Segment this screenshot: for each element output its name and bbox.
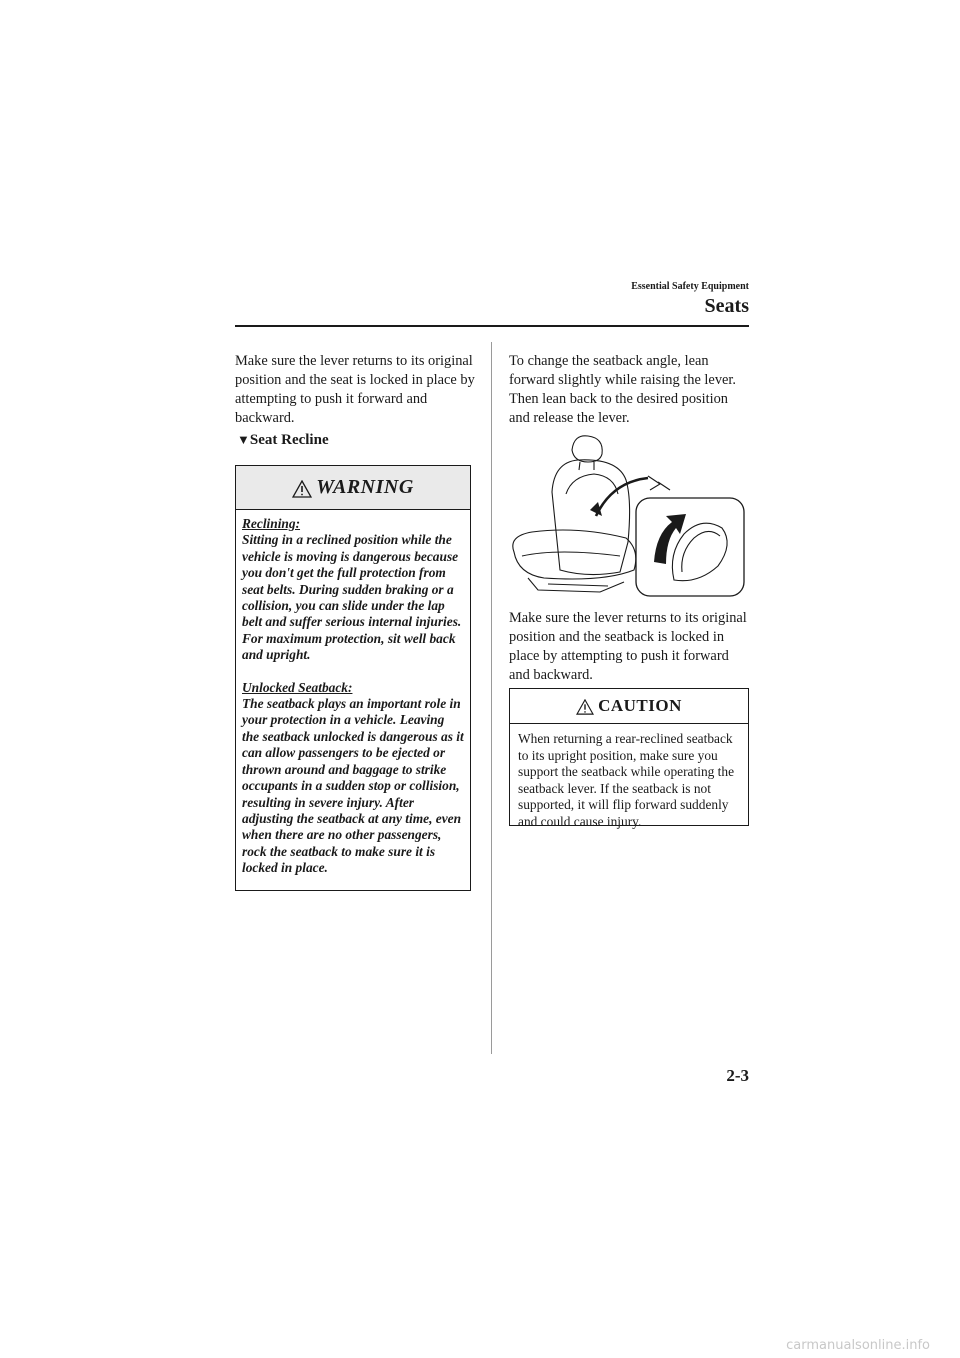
seat-recline-illustration — [508, 432, 748, 602]
watermark: carmanualsonline.info — [786, 1338, 930, 1353]
subhead-label: Seat Recline — [249, 432, 329, 448]
warning-box — [235, 465, 471, 891]
caution-box — [509, 688, 749, 829]
warning-item — [242, 516, 464, 664]
intro-paragraph: Make sure the lever returns to its original position and the seat is locked in place by attempting to push it forward and backward. — [235, 353, 475, 426]
warning-item-text: The seatback plays an important role in your protection in a vehicle. Leaving the seatback unlocked is dangerous as it can allow passengers to be ejected or thrown around and baggage to strike occupants in a sudden stop or collision, resulting in severe injury. After adjusting the seatback at any time, even when there are no other passengers, rock the seatback to make sure it is locked in place. — [242, 696, 464, 876]
page-title: Seats — [704, 295, 749, 317]
warning-triangle-icon — [292, 480, 312, 498]
warning-item-heading: Unlocked Seatback: — [242, 679, 353, 695]
warning-item-text: Sitting in a reclined position while the vehicle is moving is dangerous because you don't get the full protection from seat belts. During sudden braking or a collision, you can slide under the lap belt and suffer serious internal injuries. For maximum protection, sit well back and upright. — [242, 532, 462, 663]
warning-item-heading: Reclining: — [242, 516, 301, 531]
warning-title: WARNING — [316, 476, 414, 498]
section-label: Essential Safety Equipment — [631, 281, 749, 292]
instruction-paragraph: To change the seatback angle, lean forward slightly while raising the lever. Then lean back to the desired position and release the lever. — [509, 353, 736, 426]
page-number: 2-3 — [726, 1066, 749, 1085]
triangle-marker-icon: ▼ — [237, 432, 250, 447]
warning-header — [236, 466, 470, 510]
header-rule — [235, 325, 749, 327]
column-divider — [491, 342, 492, 1054]
subhead-seat-recline — [237, 432, 329, 449]
caution-triangle-icon — [576, 699, 594, 715]
caution-header — [510, 689, 748, 724]
caution-title: CAUTION — [598, 696, 682, 715]
warning-body — [236, 510, 470, 877]
after-figure-paragraph: Make sure the lever returns to its original position and the seatback is locked in place by attempting to push it forward and backward. — [509, 610, 747, 683]
warning-item — [242, 680, 464, 877]
caution-text: When returning a rear-reclined seatback to its upright position, make sure you support the seatback while operating the seatback lever. If the seatback is not supported, it will flip forward suddenly and could cause injury. — [518, 731, 735, 829]
